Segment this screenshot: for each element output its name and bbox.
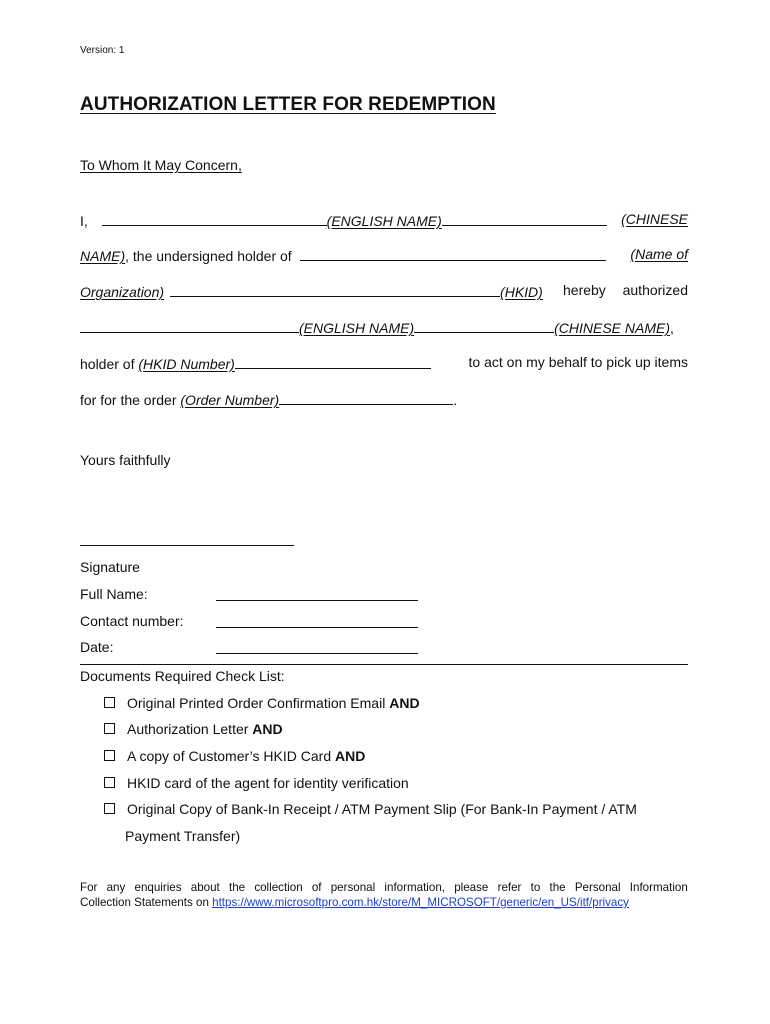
contact-number-label: Contact number: bbox=[80, 613, 184, 629]
full-name-field[interactable] bbox=[216, 600, 418, 601]
for-the-order-text: for for the order bbox=[80, 392, 177, 408]
checklist-item-bold: AND bbox=[335, 748, 366, 764]
agent-name-blank[interactable] bbox=[80, 318, 299, 333]
checklist-item-bold: AND bbox=[252, 721, 283, 737]
signature-line[interactable] bbox=[80, 545, 294, 546]
checklist-item-text: Authorization Letter bbox=[127, 721, 253, 737]
checklist-item-text: Original Copy of Bank-In Receipt / ATM Payment Slip (For Bank-In Payment / ATM bbox=[127, 801, 637, 817]
checklist-item bbox=[104, 801, 637, 817]
comma: , bbox=[670, 320, 674, 336]
name-of-placeholder: (Name of bbox=[630, 246, 688, 262]
footer-word: any bbox=[106, 881, 126, 894]
version-label: Version: 1 bbox=[80, 45, 125, 56]
english-name-placeholder-2: (ENGLISH NAME) bbox=[299, 320, 415, 336]
footer-word: Personal bbox=[574, 881, 621, 894]
page-title: AUTHORIZATION LETTER FOR REDEMPTION bbox=[80, 94, 496, 115]
checklist-item-text: HKID card of the agent for identity verification bbox=[127, 775, 409, 791]
footer-line-2 bbox=[80, 895, 688, 910]
footer-word: the bbox=[549, 881, 566, 894]
hkid-blank[interactable] bbox=[170, 282, 500, 297]
english-name-placeholder: (ENGLISH NAME) bbox=[326, 213, 442, 229]
footer-word: information, bbox=[384, 881, 445, 894]
hkid-placeholder: (HKID) bbox=[500, 284, 543, 300]
body-line-6 bbox=[80, 390, 457, 408]
footer-line-1 bbox=[80, 880, 688, 895]
body-i: I, bbox=[80, 213, 88, 229]
hkid-number-blank[interactable] bbox=[235, 354, 431, 369]
checkbox[interactable] bbox=[104, 777, 115, 788]
footer-word: of bbox=[311, 881, 322, 894]
name-blank[interactable] bbox=[102, 211, 327, 226]
date-label: Date: bbox=[80, 639, 114, 655]
hereby-text: hereby bbox=[563, 282, 606, 298]
agent-chinese-blank[interactable] bbox=[414, 318, 554, 333]
to-act-text: to act on my behalf to pick up items bbox=[468, 354, 688, 370]
footer-word: For bbox=[80, 881, 98, 894]
checklist-item-text: A copy of Customer’s HKID Card bbox=[127, 748, 336, 764]
privacy-link[interactable]: https://www.microsoftpro.com.hk/store/M_MICROSOFT/generic/en_US/itf/privacy bbox=[212, 896, 629, 909]
checkbox[interactable] bbox=[104, 803, 115, 814]
checkbox[interactable] bbox=[104, 723, 115, 734]
body-line-1 bbox=[80, 211, 688, 229]
signature-label: Signature bbox=[80, 559, 140, 575]
footer-note bbox=[80, 880, 688, 910]
footer-word: about bbox=[190, 881, 220, 894]
footer-word: Information bbox=[629, 881, 688, 894]
footer-word: to bbox=[530, 881, 541, 894]
checklist-heading: Documents Required Check List: bbox=[80, 668, 285, 684]
organization-placeholder: Organization) bbox=[80, 284, 165, 300]
date-field[interactable] bbox=[216, 653, 418, 654]
footer-text: Collection Statements on bbox=[80, 896, 213, 909]
body-line-5 bbox=[80, 354, 688, 372]
chinese-name-placeholder-part1: (CHINESE bbox=[621, 211, 688, 227]
footer-word: the bbox=[228, 881, 246, 894]
contact-number-field[interactable] bbox=[216, 627, 418, 628]
footer-word: refer bbox=[497, 881, 522, 894]
full-name-label: Full Name: bbox=[80, 586, 148, 602]
chinese-name-placeholder-part2: NAME) bbox=[80, 248, 126, 264]
checklist-item bbox=[104, 775, 409, 791]
footer-word: personal bbox=[330, 881, 376, 894]
checkbox[interactable] bbox=[104, 750, 115, 761]
checklist-item bbox=[104, 695, 420, 711]
organization-blank[interactable] bbox=[300, 246, 606, 261]
undersigned-text: , the undersigned holder of bbox=[125, 248, 292, 264]
body-line-3 bbox=[80, 282, 688, 300]
footer-word: collection bbox=[254, 881, 303, 894]
holder-of-text: holder of bbox=[80, 356, 135, 372]
order-number-placeholder: (Order Number) bbox=[180, 392, 280, 408]
period: . bbox=[453, 392, 458, 408]
order-number-blank[interactable] bbox=[279, 390, 453, 405]
footer-word: please bbox=[454, 881, 489, 894]
authorized-text: authorized bbox=[622, 282, 688, 298]
checkbox[interactable] bbox=[104, 697, 115, 708]
body-line-4 bbox=[80, 318, 692, 336]
closing: Yours faithfully bbox=[80, 452, 171, 468]
divider bbox=[80, 664, 688, 665]
checklist-item-bold: AND bbox=[389, 695, 420, 711]
footer-word: enquiries bbox=[134, 881, 182, 894]
checklist-item bbox=[104, 721, 283, 737]
checklist-item bbox=[104, 748, 365, 764]
checklist-item-text: Original Printed Order Confirmation Email bbox=[127, 695, 390, 711]
body-line-2 bbox=[80, 246, 688, 264]
hkid-number-placeholder: (HKID Number) bbox=[138, 356, 235, 372]
chinese-name-placeholder-2: (CHINESE NAME) bbox=[554, 320, 671, 336]
salutation: To Whom It May Concern, bbox=[80, 157, 242, 173]
checklist-item-continuation: Payment Transfer) bbox=[125, 828, 241, 844]
chinese-name-blank[interactable] bbox=[442, 211, 607, 226]
